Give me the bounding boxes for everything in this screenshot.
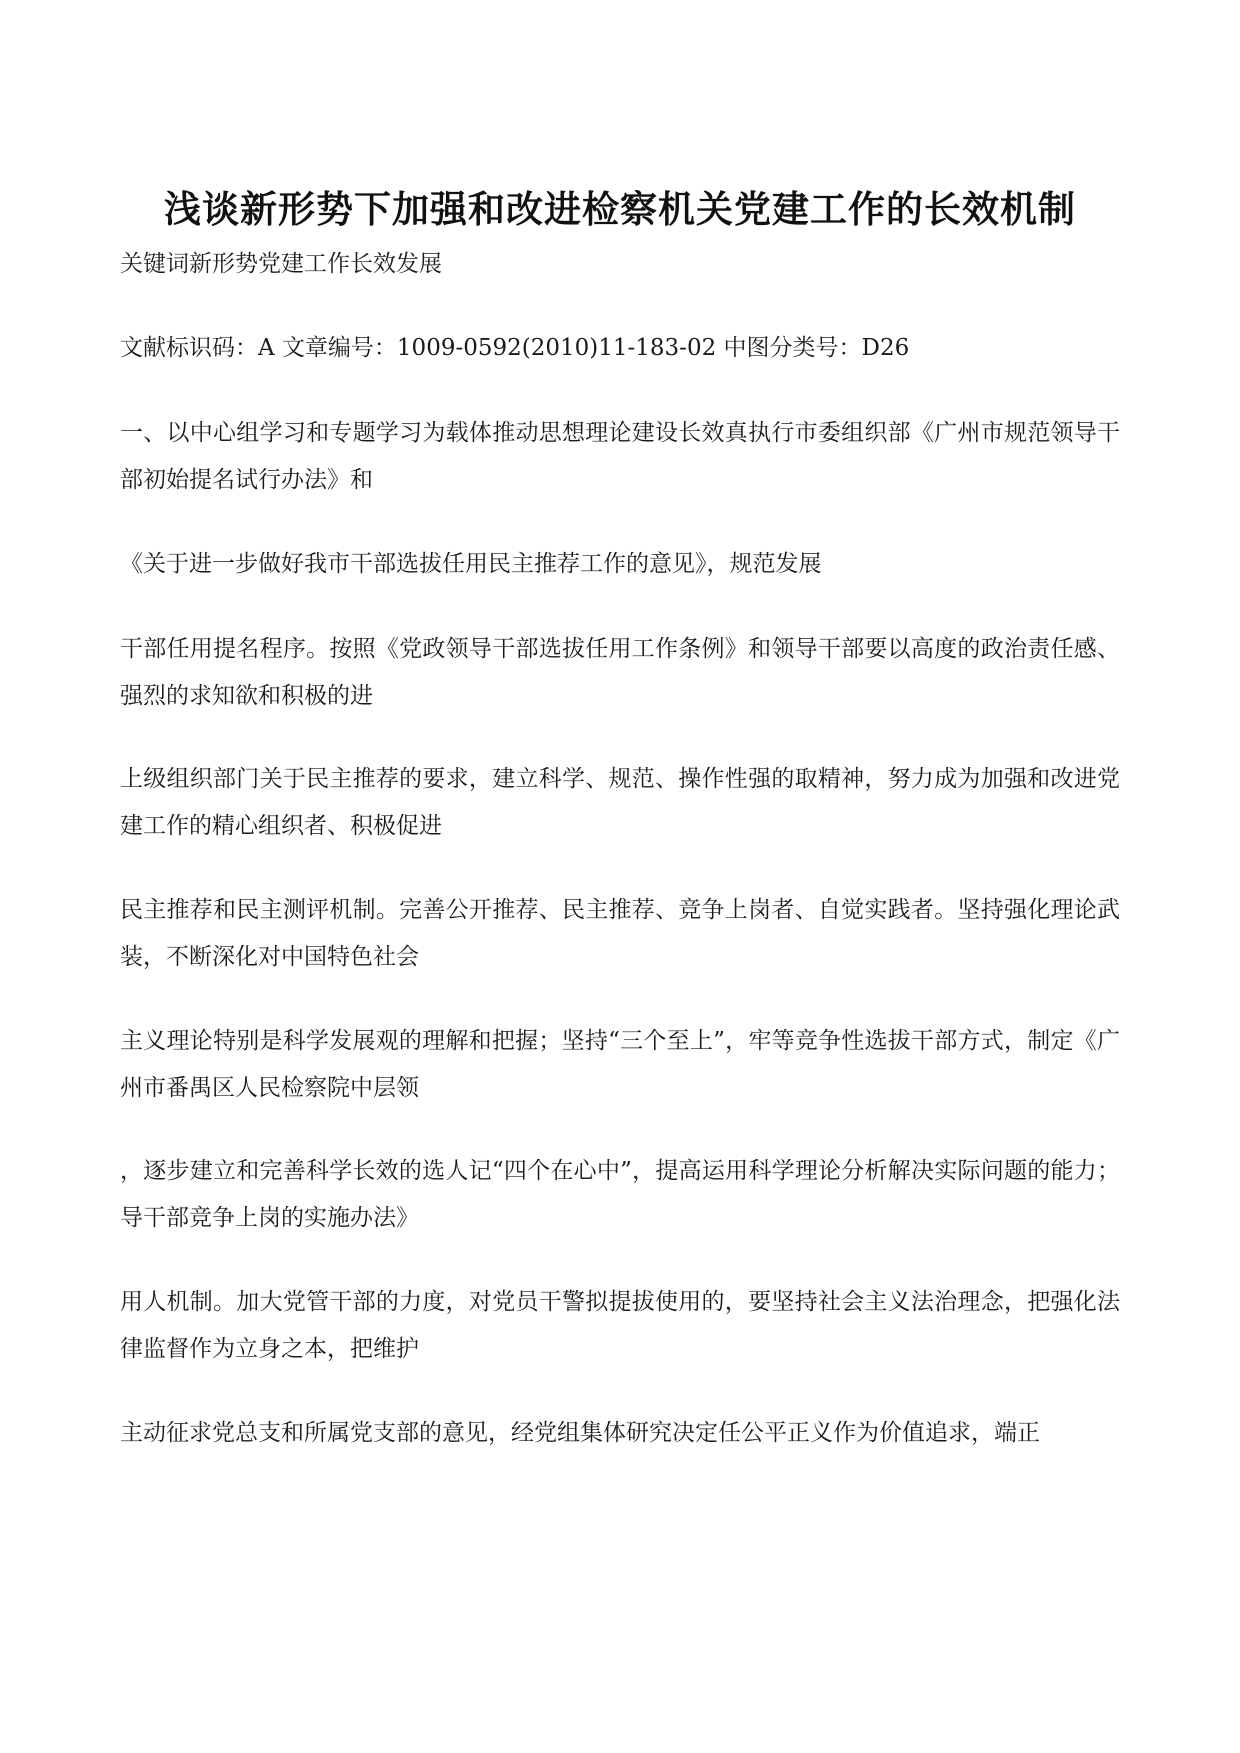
body-paragraph: 用人机制。加大党管干部的力度，对党员干警拟提拔使用的，要坚持社会主义法治理念，把强化法律监督作为立身之本，把维护 [120,1289,1120,1362]
body-paragraph: 干部任用提名程序。按照《党政领导干部选拔任用工作条例》和领导干部要以高度的政治责任感、强烈的求知欲和积极的进 [120,636,1120,709]
body-paragraph: 上级组织部门关于民主推荐的要求，建立科学、规范、操作性强的取精神，努力成为加强和改进党建工作的精心组织者、积极促进 [120,766,1120,839]
body-paragraph: 民主推荐和民主测评机制。完善公开推荐、民主推荐、竞争上岗者、自觉实践者。坚持强化理论武装，不断深化对中国特色社会 [120,897,1120,970]
keywords-line: 关键词新形势党建工作长效发展 [120,251,442,277]
identifiers-line: 文献标识码：A 文章编号：1009-0592(2010)11-183-02 中图分类号：D26 [120,335,910,361]
body-paragraph: 主义理论特别是科学发展观的理解和把握；坚持“三个至上”，牢等竞争性选拔干部方式，制定《广州市番禺区人民检察院中层领 [120,1028,1120,1101]
page-title: 浅谈新形势下加强和改进检察机关党建工作的长效机制 [164,186,1076,231]
body-paragraph: 主动征求党总支和所属党支部的意见，经党组集体研究决定任公平正义作为价值追求，端正 [120,1420,1040,1446]
body-paragraph: 一、以中心组学习和专题学习为载体推动思想理论建设长效真执行市委组织部《广州市规范领导干部初始提名试行办法》和 [120,420,1120,493]
body-paragraph: 《关于进一步做好我市干部选拔任用民主推荐工作的意见》，规范发展 [120,551,822,577]
body-paragraph: ，逐步建立和完善科学长效的选人记“四个在心中”，提高运用科学理论分析解决实际问题的能力；导干部竞争上岗的实施办法》 [120,1158,1120,1231]
